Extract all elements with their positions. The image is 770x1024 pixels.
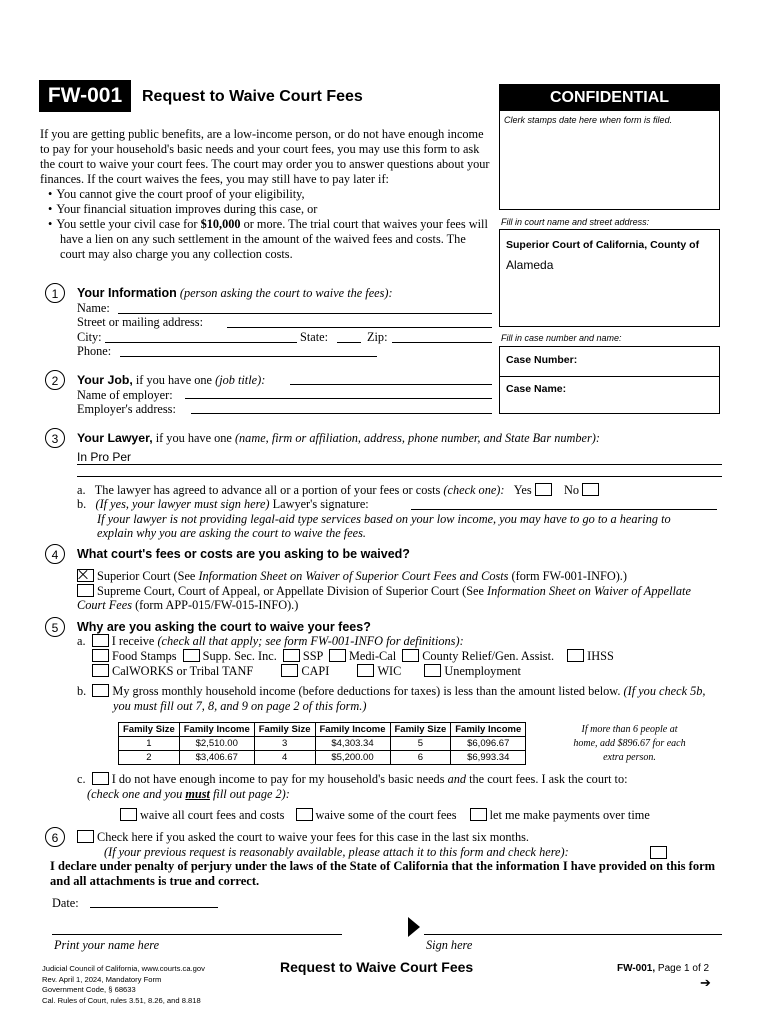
court-county: Alameda: [506, 258, 554, 272]
s5-benefits-row-1: [92, 649, 614, 664]
confidential-banner: CONFIDENTIAL: [499, 84, 720, 111]
s6-note: (If your previous request is reasonably available, please attach it to this form and check here):: [104, 845, 569, 859]
clerk-note: Clerk stamps date here when form is filed.: [504, 115, 673, 125]
s2-address-label: Employer's address:: [77, 402, 176, 416]
s5-title: Why are you asking the court to waive your fees?: [77, 620, 371, 634]
table-header: Family Income: [179, 723, 254, 737]
s5-a-label: a.: [77, 634, 86, 648]
s3-pre: if you have one: [152, 431, 235, 445]
ihss-checkbox[interactable]: [567, 649, 584, 662]
s4-opt1-post: (form FW-001-INFO).): [508, 569, 627, 583]
s1-state-field[interactable]: [337, 342, 361, 343]
capi-checkbox[interactable]: [281, 664, 298, 677]
county-relief-checkbox[interactable]: [402, 649, 419, 662]
table-cell: 5: [390, 737, 451, 751]
table-cell: $4,303.34: [315, 737, 390, 751]
waive-some-checkbox[interactable]: [296, 808, 313, 821]
court-name-line: Superior Court of California, County of: [506, 239, 700, 251]
s5-b-note: (If you check 5b, you must fill out 7, 8, and 9 on page 2 of this form.): [113, 684, 706, 713]
s3-lawyer-line-2[interactable]: [77, 476, 722, 477]
s5-a-note: (check all that apply; see form FW-001-INFO for definitions):: [157, 634, 464, 648]
s4-opt2-text: Supreme Court, Court of Appeal, or Appellate Division of Superior Court (See: [97, 584, 488, 598]
footer-form-no: FW-001,: [617, 963, 656, 974]
section-2: [77, 373, 265, 417]
table-cell: 3: [254, 737, 315, 751]
ssp-label: SSP: [302, 649, 323, 663]
food-stamps-checkbox[interactable]: [92, 649, 109, 662]
s3-a-note: (check one):: [443, 483, 505, 497]
section-2-number: 2: [45, 370, 65, 390]
sign-here-label: Sign here: [426, 938, 473, 952]
footer-page: [617, 963, 709, 974]
s3-no-label: No: [563, 483, 579, 497]
case-number-box[interactable]: [499, 346, 720, 377]
s1-phone-label: Phone:: [77, 344, 112, 358]
s3-lawyer-value[interactable]: In Pro Per: [77, 450, 132, 464]
section-5-number: 5: [45, 617, 65, 637]
s4-opt1-italic: Information Sheet on Waiver of Superior Court Fees and Costs: [198, 569, 509, 583]
county-relief-label: County Relief/Gen. Assist.: [422, 649, 555, 663]
table-cell: $3,406.67: [179, 751, 254, 765]
s5-c-label: c.: [77, 772, 86, 786]
s3-lawyer-line-1[interactable]: [77, 464, 722, 465]
table-cell: $6,096.67: [451, 737, 526, 751]
case-name-box[interactable]: [499, 376, 720, 414]
sign-arrow-icon: [408, 917, 420, 937]
s3-b: [77, 497, 369, 512]
clerk-stamp-box: [499, 111, 720, 210]
calworks-label: CalWORKS or Tribal TANF: [112, 664, 254, 678]
s5-c-note: (check one and you: [87, 786, 186, 801]
intro-paragraph: If you are getting public benefits, are a low-income person, or do not have enough income to pay for your household's basic needs and your court fees, you may use this form to ask the court to waive your court fees. The court may order you to answer questions about your finances. If the court waives the fees, you may still have to pay later if:: [40, 127, 490, 186]
s3-a: [77, 483, 602, 498]
s5-c-must: must: [185, 786, 210, 801]
ssi-checkbox[interactable]: [183, 649, 200, 662]
s5-c-and: and: [447, 772, 467, 786]
medi-cal-checkbox[interactable]: [329, 649, 346, 662]
s4-opt2-post: (form APP-015/FW-015-INFO).): [132, 598, 299, 612]
table-cell: 6: [390, 751, 451, 765]
next-page-arrow-icon[interactable]: ➔: [700, 975, 711, 990]
unemployment-label: Unemployment: [444, 664, 521, 678]
medi-cal-label: Medi-Cal: [349, 649, 397, 663]
footer-line: Cal. Rules of Court, rules 3.51, 8.26, and 8.818: [42, 995, 201, 1005]
date-label: Date:: [52, 896, 79, 910]
s2-address-field[interactable]: [191, 413, 492, 414]
s5-b: [77, 684, 717, 713]
s5-c-options: [120, 808, 650, 823]
s5-b-text: My gross monthly household income (before deductions for taxes) is less than the amount listed below.: [112, 684, 624, 698]
s5-b-checkbox[interactable]: [92, 684, 109, 697]
court-box[interactable]: [499, 229, 720, 327]
s1-zip-field[interactable]: [392, 342, 492, 343]
s4-option-1: [77, 569, 627, 584]
table-header: Family Size: [119, 723, 180, 737]
s2-title: Your Job,: [77, 373, 133, 387]
s1-city-label: City:: [77, 329, 102, 344]
print-name-field[interactable]: [52, 934, 342, 935]
payments-label: let me make payments over time: [489, 808, 650, 822]
ssi-label: Supp. Sec. Inc.: [202, 649, 277, 663]
section-4-number: 4: [45, 544, 65, 564]
s2-employer-label: Name of employer:: [77, 387, 173, 402]
section-1-number: 1: [45, 283, 65, 303]
footer-info: [42, 964, 205, 1006]
s5-c-checkbox[interactable]: [92, 772, 109, 785]
table-header: Family Income: [315, 723, 390, 737]
s1-note: (person asking the court to waive the fees):: [179, 286, 393, 300]
table-cell: 4: [254, 751, 315, 765]
income-table-note: If more than 6 people at home, add $896.67 for each extra person.: [573, 724, 686, 763]
wic-label: WIC: [377, 664, 402, 678]
ssp-checkbox[interactable]: [283, 649, 300, 662]
waive-all-checkbox[interactable]: [120, 808, 137, 821]
ihss-label: IHSS: [587, 649, 614, 663]
table-cell: $2,510.00: [179, 737, 254, 751]
s4-superior-court-checkbox[interactable]: [77, 569, 94, 582]
s4-opt1-text: Superior Court (See: [97, 569, 199, 583]
intro-text: [40, 127, 490, 262]
s2-note: (job title):: [215, 373, 266, 387]
section-3-number: 3: [45, 428, 65, 448]
s1-state-label: State:: [300, 329, 329, 344]
payments-checkbox[interactable]: [470, 808, 487, 821]
waive-some-label: waive some of the court fees: [315, 808, 457, 822]
table-header: Family Size: [254, 723, 315, 737]
s3-a-label: a.: [77, 483, 86, 497]
footer-title: Request to Waive Court Fees: [280, 959, 474, 975]
s5-a-text: I receive: [111, 634, 158, 648]
s5-benefits-row-2: [92, 664, 521, 679]
s3-no-checkbox[interactable]: [582, 483, 599, 496]
s3-lawyer-signature-field[interactable]: [411, 509, 717, 510]
s2-employer-field[interactable]: [185, 398, 492, 399]
table-cell: $6,993.34: [451, 751, 526, 765]
s5-c-text-post: the court fees. I ask the court to:: [466, 772, 628, 786]
s3-a-text: The lawyer has agreed to advance all or a portion of your fees or costs: [94, 483, 444, 497]
s1-phone-field[interactable]: [120, 356, 377, 357]
footer-line: Government Code, § 68633: [42, 985, 136, 994]
food-stamps-label: Food Stamps: [112, 649, 177, 663]
calworks-checkbox[interactable]: [92, 664, 109, 677]
footer-page-text: Page 1 of 2: [655, 963, 710, 974]
s4-option-2: [77, 584, 722, 612]
s3-b-warning: If your lawyer is not providing legal-aid type services based on your low income, you may have to go to a hearing to explain why you are asking the court to waive the fees.: [97, 512, 671, 540]
s5-c-text: I do not have enough income to pay for my household's basic needs: [111, 772, 448, 786]
s1-name-field[interactable]: [118, 313, 492, 314]
s3-b-note: (If yes, your lawyer must sign here): [95, 497, 270, 511]
s3-b-text: Lawyer's signature:: [269, 497, 369, 511]
s3-yes-checkbox[interactable]: [535, 483, 552, 496]
s2-job-field[interactable]: [290, 384, 492, 385]
s3-b-label: b.: [77, 497, 87, 511]
waive-all-label: waive all court fees and costs: [140, 808, 285, 822]
s3-title: Your Lawyer,: [77, 431, 153, 445]
table-cell: $5,200.00: [315, 751, 390, 765]
signature-field[interactable]: [424, 934, 722, 935]
date-field[interactable]: [90, 907, 218, 908]
s3-note: (name, firm or affiliation, address, phone number, and State Bar number):: [234, 431, 600, 445]
case-number-label: Case Number:: [506, 354, 578, 366]
s6-attach-checkbox[interactable]: [650, 846, 667, 859]
s1-street-field[interactable]: [227, 327, 492, 328]
s5-b-label: b.: [77, 684, 87, 698]
s1-street-label: Street or mailing address:: [77, 315, 204, 329]
court-label: Fill in court name and street address:: [501, 217, 650, 227]
table-cell: 2: [119, 751, 180, 765]
s6-checkbox[interactable]: [77, 830, 94, 843]
income-table: [118, 722, 526, 765]
s5-a-checkbox[interactable]: [92, 634, 109, 647]
s2-pre: if you have one: [132, 373, 216, 387]
footer-line: Rev. April 1, 2024, Mandatory Form: [42, 974, 162, 984]
section-3-heading: [77, 431, 600, 446]
intro-bullet-3: • You settle your civil case for $10,000 or more. The trial court that waives your fees will have a lien on any such settlement in the amount of the waived fees and costs. The court may also charge you any collection costs.: [40, 217, 490, 262]
s6-text: [77, 830, 529, 845]
income-table-header: [119, 723, 526, 737]
form-id-badge: FW-001: [39, 80, 131, 112]
case-label: Fill in case number and name:: [501, 333, 622, 343]
print-name-label: Print your name here: [54, 938, 160, 952]
case-name-label: Case Name:: [506, 383, 567, 395]
s4-opt2-italic: Information Sheet on Waiver of Appellate Court Fees: [77, 584, 691, 612]
wic-checkbox[interactable]: [357, 664, 374, 677]
table-cell: 1: [119, 737, 180, 751]
section-1: [77, 286, 393, 359]
s4-title: What court's fees or costs are you asking to be waived?: [77, 547, 410, 561]
table-header: Family Size: [390, 723, 451, 737]
section-6-number: 6: [45, 827, 65, 847]
s1-zip-label: Zip:: [367, 329, 388, 344]
s6-main-text: Check here if you asked the court to waive your fees for this case in the last six months.: [97, 830, 529, 844]
unemployment-checkbox[interactable]: [424, 664, 441, 677]
s5-a: [77, 634, 464, 649]
s5-c: [77, 772, 717, 801]
form-title: Request to Waive Court Fees: [142, 88, 363, 105]
capi-label: CAPI: [301, 664, 330, 678]
intro-bullet-1: • You cannot give the court proof of your eligibility,: [40, 187, 490, 202]
s4-appellate-checkbox[interactable]: [77, 584, 94, 597]
declaration: I declare under penalty of perjury under the laws of the State of California that the information I have provided on this form and all attachments is true and correct.: [50, 859, 716, 888]
s1-city-field[interactable]: [105, 342, 297, 343]
s1-title: Your Information: [77, 286, 177, 300]
table-row: [119, 751, 526, 765]
table-header: Family Income: [451, 723, 526, 737]
s3-yes-label: Yes: [513, 483, 532, 497]
s1-name-label: Name:: [77, 300, 110, 315]
s5-c-note-post: fill out page 2):: [209, 786, 290, 801]
intro-bullet-2: • Your financial situation improves during this case, or: [40, 202, 490, 217]
footer-line: Judicial Council of California, www.courts.ca.gov: [42, 964, 205, 973]
table-row: [119, 737, 526, 751]
